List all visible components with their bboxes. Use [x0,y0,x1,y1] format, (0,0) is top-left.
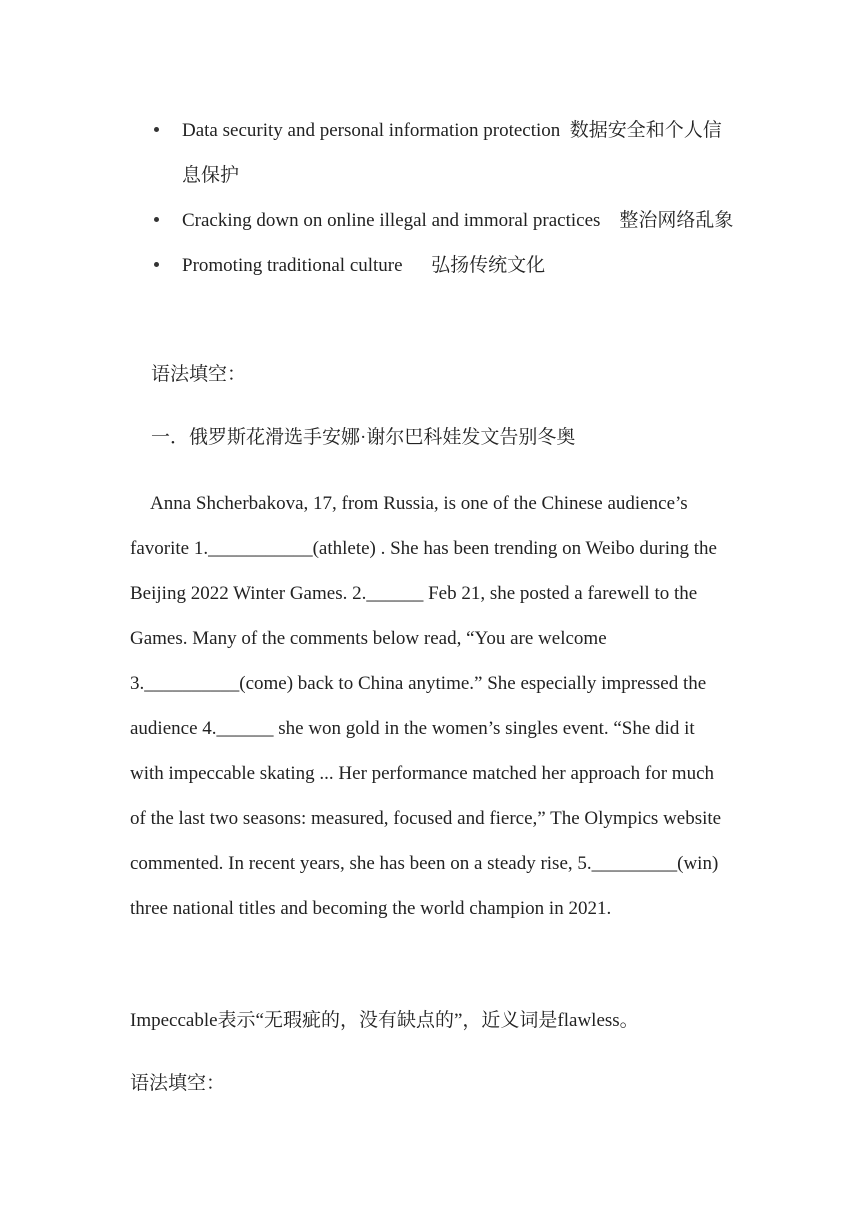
list-item-english: Cracking down on online illegal and immoral practices [182,210,601,231]
bullet-icon [154,217,159,222]
list-item [140,108,740,198]
passage-title: 一．俄罗斯花滑选手安娜·谢尔巴科娃发文告别冬奥 [151,427,576,448]
vocabulary-note: Impeccable表示“无瑕疵的，没有缺点的”，近义词是flawless。 [130,1010,639,1031]
list-item-chinese: 整治网络乱象 [619,210,734,231]
list-item [140,243,740,288]
topic-list [140,108,740,288]
bullet-icon [154,127,159,132]
list-item-english: Data security and personal information protection [182,120,561,141]
list-item [140,198,740,243]
section-heading: 语法填空： [130,1073,226,1094]
passage-text: Anna Shcherbakova, 17, from Russia, is one of the Chinese audience’s favorite 1.___________(athlete) . She has been trending on Weibo during the Beijing 2022 Winter Games. 2.______ Feb 21, she posted a farewell to the Games. Many of the comments below read, “You are welcome 3.__________(come) back to China anytime.” She especially impressed the audience 4.______ she won gold in the women’s singles event. “She did it with impeccable skating ... Her performance matched her approach for much of the last two seasons: measured, focused and fierce,” The Olympics website commented. In recent years, she has been on a steady rise, 5._________(win) three national titles and becoming the world champion in 2021. [130,493,722,919]
list-item-chinese: 数据安全和个人信息保护 [182,120,722,186]
section-heading: 语法填空： [151,364,247,385]
bullet-icon [154,262,159,267]
list-item-english: Promoting traditional culture [182,255,403,276]
list-item-chinese: 弘扬传统文化 [431,255,546,276]
